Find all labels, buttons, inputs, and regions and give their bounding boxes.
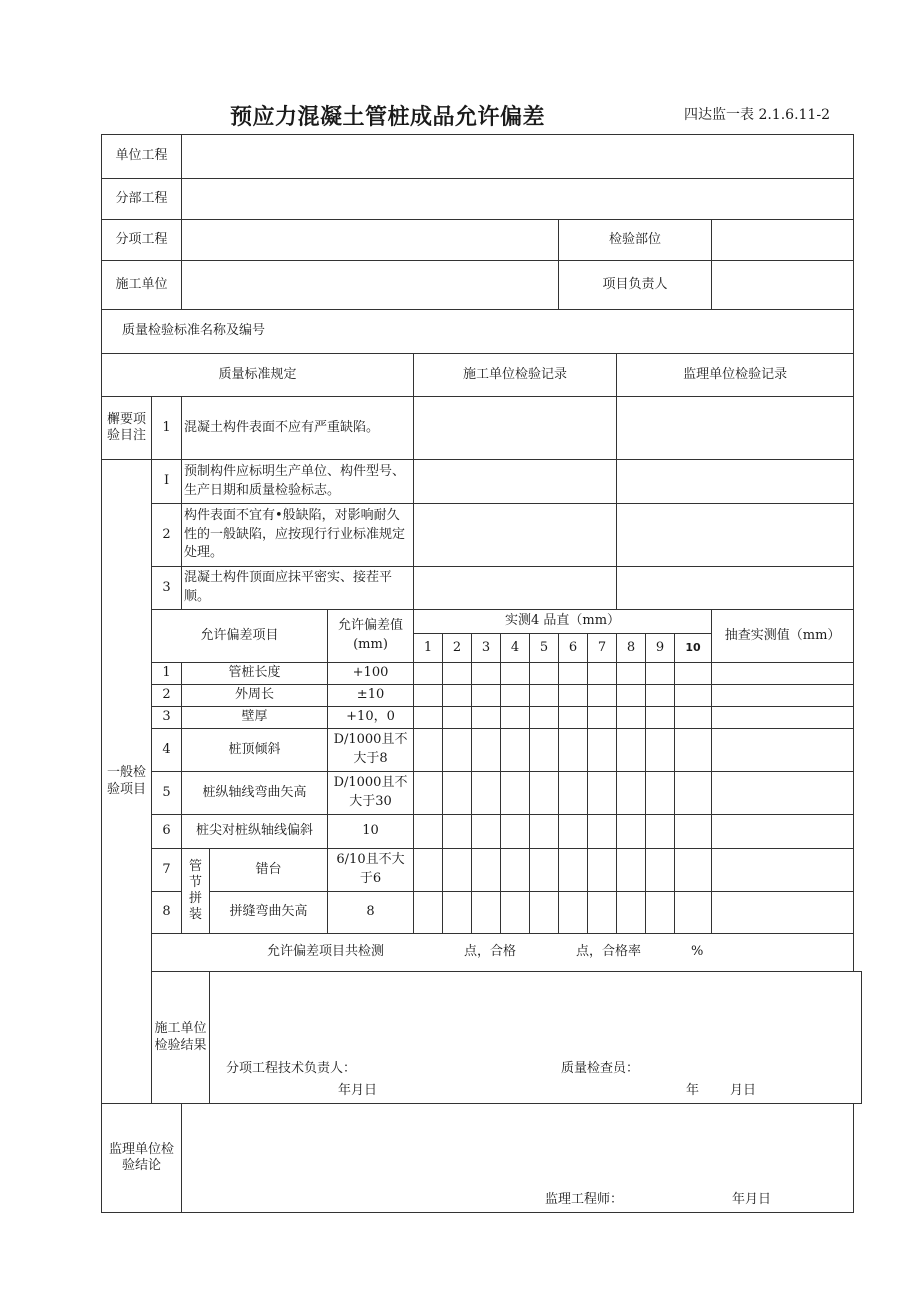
general-item-construction-record[interactable] (414, 460, 617, 504)
general-item-text: 混凝土构件顶面应抹平密实、接茬平顺。 (182, 567, 414, 610)
point-number: 1 (414, 634, 443, 663)
deviation-row-item: 外周长 (182, 685, 328, 707)
deviation-item-header: 允许偏差项目 (152, 610, 328, 663)
measure-cell[interactable] (588, 772, 617, 815)
measure-cell[interactable] (443, 892, 472, 934)
sample-cell[interactable] (712, 815, 854, 849)
page-title: 预应力混凝土管桩成品允许偏差 (230, 105, 546, 130)
measure-cell[interactable] (472, 892, 501, 934)
measure-cell[interactable] (646, 685, 675, 707)
general-item-construction-record[interactable] (414, 567, 617, 610)
measure-cell[interactable] (472, 729, 501, 772)
measure-cell[interactable] (675, 892, 712, 934)
point-number: 7 (588, 634, 617, 663)
measure-cell[interactable] (472, 815, 501, 849)
measure-cell[interactable] (530, 663, 559, 685)
measure-cell[interactable] (501, 663, 530, 685)
construction-result-label: 施工单位检验结果 (152, 972, 210, 1104)
summary-percent: % (691, 944, 704, 960)
main-item-label: 檞要项验目注 (102, 397, 152, 460)
measure-cell[interactable] (501, 892, 530, 934)
measure-cell[interactable] (501, 815, 530, 849)
measure-cell[interactable] (559, 892, 588, 934)
measure-cell[interactable] (588, 685, 617, 707)
deviation-row-value: 6/10且不大于6 (328, 849, 414, 892)
deviation-row-item: 错台 (210, 849, 328, 892)
point-number: 6 (559, 634, 588, 663)
measure-cell[interactable] (559, 815, 588, 849)
measure-cell[interactable] (559, 772, 588, 815)
deviation-row-value: D/1000且不大于30 (328, 772, 414, 815)
sub-project-label: 分项工程 (102, 220, 182, 261)
summary-total-label: 允许偏差项目共检测 (267, 944, 385, 960)
general-item-text: 构件表面不宜有•般缺陷，对影响耐久性的一般缺陷，应按现行行业标准规定处理。 (182, 504, 414, 567)
measure-cell[interactable] (559, 707, 588, 729)
deviation-row-no: 4 (152, 729, 182, 772)
deviation-row-no: 2 (152, 685, 182, 707)
measure-cell[interactable] (617, 815, 646, 849)
measure-cell[interactable] (559, 663, 588, 685)
summary-rate-label: 点，合格率 (576, 944, 642, 960)
measure-cell[interactable] (501, 707, 530, 729)
measure-cell[interactable] (530, 849, 559, 892)
measure-cell[interactable] (443, 815, 472, 849)
sample-cell[interactable] (712, 685, 854, 707)
sub-project-field[interactable] (182, 220, 559, 261)
measure-cell[interactable] (588, 815, 617, 849)
general-item-no: 2 (152, 504, 182, 567)
measure-cell[interactable] (646, 892, 675, 934)
inspection-table (101, 134, 862, 1213)
point-number: 4 (501, 634, 530, 663)
deviation-row-no: 3 (152, 707, 182, 729)
general-item-construction-record[interactable] (414, 504, 617, 567)
tech-lead-label: 分项工程技术负责人： (226, 1061, 357, 1076)
measure-cell[interactable] (617, 729, 646, 772)
measure-cell[interactable] (646, 707, 675, 729)
deviation-row-value: 10 (328, 815, 414, 849)
division-project-field[interactable] (182, 179, 854, 220)
deviation-row-item: 桩尖对桩纵轴线偏斜 (182, 815, 328, 849)
sample-cell[interactable] (712, 729, 854, 772)
main-item-text: 混凝土构件表面不应有严重缺陷。 (182, 397, 414, 460)
measure-cell[interactable] (617, 892, 646, 934)
engineer-label: 监理工程师： (545, 1192, 624, 1207)
point-number: 10 (675, 634, 712, 663)
measure-cell[interactable] (530, 772, 559, 815)
general-item-supervision-record[interactable] (617, 460, 854, 504)
measure-cell[interactable] (646, 772, 675, 815)
deviation-row-no: 8 (152, 892, 182, 934)
measure-cell[interactable] (472, 849, 501, 892)
measure-cell[interactable] (443, 685, 472, 707)
unit-project-label: 单位工程 (102, 135, 182, 179)
point-number: 5 (530, 634, 559, 663)
measure-cell[interactable] (646, 849, 675, 892)
measure-cell[interactable] (472, 772, 501, 815)
deviation-row-no: 6 (152, 815, 182, 849)
measure-cell[interactable] (501, 685, 530, 707)
measure-cell[interactable] (588, 729, 617, 772)
deviation-row-value: D/1000且不大于8 (328, 729, 414, 772)
inspector-label: 质量检查员： (561, 1061, 640, 1076)
deviation-row-value: +100 (328, 663, 414, 685)
point-number: 8 (617, 634, 646, 663)
measure-cell[interactable] (646, 729, 675, 772)
measure-cell[interactable] (617, 707, 646, 729)
measure-cell[interactable] (675, 772, 712, 815)
deviation-row-item: 拼缝弯曲矢高 (210, 892, 328, 934)
measure-cell[interactable] (617, 663, 646, 685)
deviation-row-no: 5 (152, 772, 182, 815)
deviation-row-item: 管桩长度 (182, 663, 328, 685)
measure-cell[interactable] (472, 707, 501, 729)
deviation-summary (152, 934, 854, 972)
general-item-no: 3 (152, 567, 182, 610)
general-item-supervision-record[interactable] (617, 504, 854, 567)
deviation-row-value: +10，0 (328, 707, 414, 729)
main-item-no: 1 (152, 397, 182, 460)
measure-cell[interactable] (414, 685, 443, 707)
measure-cell[interactable] (530, 685, 559, 707)
deviation-row-value: 8 (328, 892, 414, 934)
inspection-part-field[interactable] (712, 220, 854, 261)
measure-cell[interactable] (588, 892, 617, 934)
measure-cell[interactable] (675, 685, 712, 707)
joint-group-label: 管节拼装 (182, 849, 210, 934)
sample-values-header: 抽查实测值（mm） (712, 610, 854, 663)
month-day-label: 月日 (730, 1083, 757, 1098)
measure-cell[interactable] (559, 729, 588, 772)
construction-unit-field[interactable] (182, 261, 559, 310)
measure-cell[interactable] (443, 729, 472, 772)
measure-cell[interactable] (443, 772, 472, 815)
measure-cell[interactable] (617, 772, 646, 815)
measure-cell[interactable] (443, 849, 472, 892)
main-item-supervision-record[interactable] (617, 397, 854, 460)
measure-cell[interactable] (443, 663, 472, 685)
general-item-supervision-record[interactable] (617, 567, 854, 610)
supervision-result-label: 监理单位检验结论 (102, 1104, 182, 1213)
measure-cell[interactable] (530, 892, 559, 934)
general-item-label: 一般检验项目 (102, 460, 152, 1104)
project-leader-field[interactable] (712, 261, 854, 310)
measured-values-header: 实测4 品直（mm） (414, 610, 712, 634)
sample-cell[interactable] (712, 707, 854, 729)
project-leader-label: 项目负责人 (559, 261, 712, 310)
measure-cell[interactable] (414, 663, 443, 685)
point-number: 2 (443, 634, 472, 663)
measure-cell[interactable] (588, 663, 617, 685)
supervision-result-area[interactable] (182, 1104, 854, 1213)
inspection-part-label: 检验部位 (559, 220, 712, 261)
deviation-row-no: 1 (152, 663, 182, 685)
year-label: 年 (686, 1083, 700, 1098)
measure-cell[interactable] (559, 685, 588, 707)
measure-cell[interactable] (675, 815, 712, 849)
measure-cell[interactable] (675, 707, 712, 729)
quality-standard-header: 质量标准规定 (102, 354, 414, 397)
measure-cell[interactable] (675, 663, 712, 685)
sample-cell[interactable] (712, 772, 854, 815)
measure-cell[interactable] (414, 815, 443, 849)
deviation-row-item: 桩纵轴线弯曲矢高 (182, 772, 328, 815)
standard-name-label: 质量检验标准名称及编号 (102, 310, 854, 354)
measure-cell[interactable] (588, 849, 617, 892)
measure-cell[interactable] (675, 729, 712, 772)
summary-pass-label: 点，合格 (464, 944, 517, 960)
division-project-label: 分部工程 (102, 179, 182, 220)
deviation-value-header: 允许偏差值(mm) (328, 610, 414, 663)
date-label: 年月日 (732, 1192, 772, 1207)
construction-record-header: 施工单位检验记录 (414, 354, 617, 397)
sample-cell[interactable] (712, 892, 854, 934)
measure-cell[interactable] (559, 849, 588, 892)
construction-result-area[interactable] (210, 972, 862, 1104)
form-number: 四达监一表 2.1.6.11-2 (684, 107, 830, 123)
main-item-construction-record[interactable] (414, 397, 617, 460)
measure-cell[interactable] (501, 849, 530, 892)
measure-cell[interactable] (530, 729, 559, 772)
sample-cell[interactable] (712, 849, 854, 892)
measure-cell[interactable] (617, 849, 646, 892)
measure-cell[interactable] (588, 707, 617, 729)
measure-cell[interactable] (501, 729, 530, 772)
point-number: 9 (646, 634, 675, 663)
measure-cell[interactable] (472, 685, 501, 707)
deviation-row-item: 桩顶倾斜 (182, 729, 328, 772)
measure-cell[interactable] (646, 815, 675, 849)
measure-cell[interactable] (646, 663, 675, 685)
deviation-row-value: ±10 (328, 685, 414, 707)
measure-cell[interactable] (530, 815, 559, 849)
measure-cell[interactable] (414, 729, 443, 772)
measure-cell[interactable] (530, 707, 559, 729)
date-label: 年月日 (338, 1083, 378, 1098)
sample-cell[interactable] (712, 663, 854, 685)
general-item-no: I (152, 460, 182, 504)
measure-cell[interactable] (414, 892, 443, 934)
supervision-record-header: 监理单位检验记录 (617, 354, 854, 397)
measure-cell[interactable] (414, 707, 443, 729)
deviation-row-no: 7 (152, 849, 182, 892)
measure-cell[interactable] (617, 685, 646, 707)
measure-cell[interactable] (443, 707, 472, 729)
measure-cell[interactable] (472, 663, 501, 685)
point-number: 3 (472, 634, 501, 663)
measure-cell[interactable] (501, 772, 530, 815)
deviation-row-item: 壁厚 (182, 707, 328, 729)
measure-cell[interactable] (414, 772, 443, 815)
construction-unit-label: 施工单位 (102, 261, 182, 310)
measure-cell[interactable] (414, 849, 443, 892)
general-item-text: 预制构件应标明生产单位、构件型号、生产日期和质量检验标志。 (182, 460, 414, 504)
unit-project-field[interactable] (182, 135, 854, 179)
measure-cell[interactable] (675, 849, 712, 892)
